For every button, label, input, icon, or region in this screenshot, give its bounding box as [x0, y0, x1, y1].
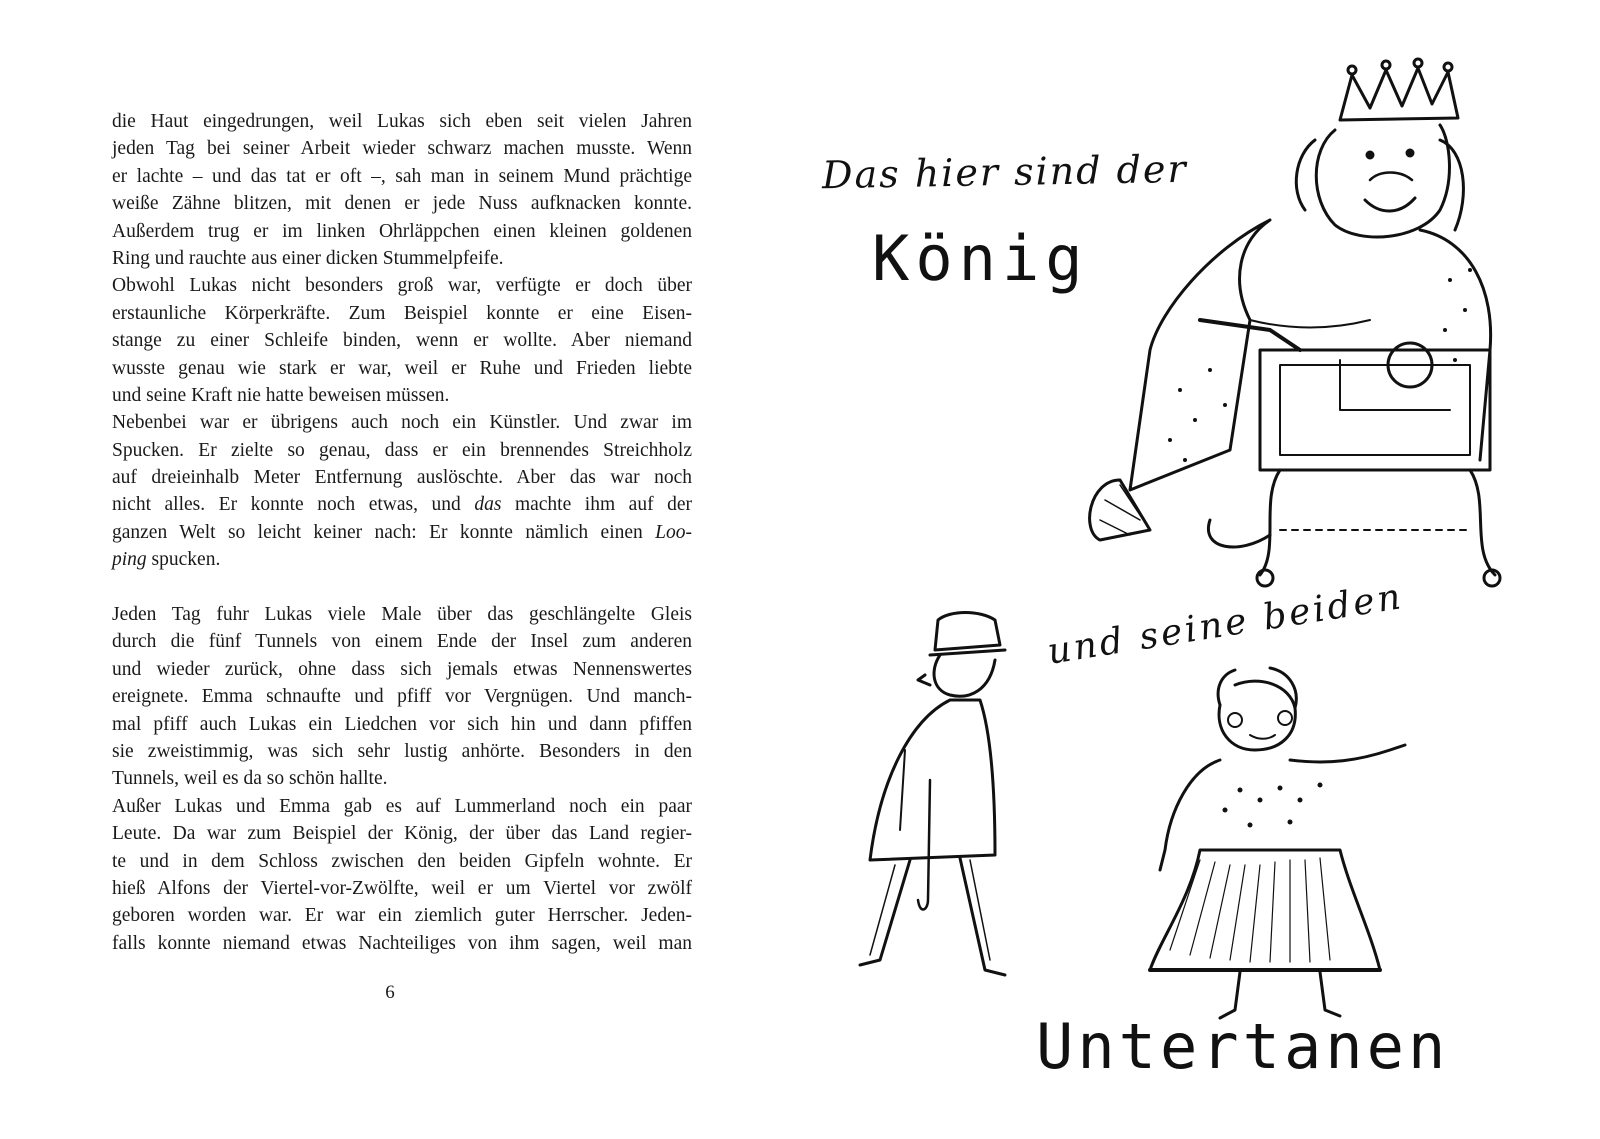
caption-koenig: König [872, 222, 1089, 295]
italic-word: Loo- [655, 521, 692, 543]
text-line [112, 519, 692, 546]
king-illustration [950, 30, 1510, 600]
text-line: die Haut eingedrungen, weil Lukas sich eben seit vielen Jahren [112, 111, 692, 132]
paragraph-gap [112, 574, 692, 601]
text-line: durch die fünf Tunnels von einem Ende der Insel zum anderen [112, 631, 692, 653]
page-number: 6 [385, 982, 395, 1003]
right-page [800, 0, 1600, 1139]
man-illustration [810, 600, 1030, 1000]
caption-das-hier-sind-der: Das hier sind der [821, 146, 1188, 198]
text-line: Obwohl Lukas nicht besonders groß war, verfügte er doch über [112, 275, 692, 297]
text-line: sie zweistimmig, was sich sehr lustig anhörte. Besonders in den [112, 740, 692, 762]
text-line: geboren worden war. Er war ein ziemlich guter Herrscher. Jeden- [112, 905, 692, 927]
text-line: erstaunliche Körperkräfte. Zum Beispiel konnte er eine Eisen- [112, 302, 692, 324]
woman-illustration [1120, 650, 1420, 1030]
caption-und-seine-beiden: und seine beiden [1044, 576, 1407, 673]
italic-word: ping [112, 549, 147, 571]
text-line [112, 546, 692, 573]
caption-untertanen: Untertanen [1036, 1010, 1450, 1083]
text-line: Leute. Da war zum Beispiel der König, der über das Land regier- [112, 823, 692, 845]
text-line: Ring und rauchte aus einer dicken Stummelpfeife. [112, 247, 504, 269]
text-line: jeden Tag bei seiner Arbeit wieder schwarz machen musste. Wenn [112, 138, 692, 160]
text-line: ereignete. Emma schnaufte und pfiff vor Vergnügen. Und manch- [112, 686, 692, 708]
text-line: Spucken. Er zielte so genau, dass er ein brennendes Streichholz [112, 439, 692, 461]
text-line: auf dreieinhalb Meter Entfernung auslöschte. Aber das war noch [112, 467, 692, 489]
text-line: stange zu einer Schleife binden, wenn er wollte. Aber niemand [112, 330, 692, 352]
text-line: Außerdem trug er im linken Ohrläppchen einen kleinen goldenen [112, 220, 692, 242]
text-line: und seine Kraft nie hatte beweisen müssen. [112, 384, 450, 406]
body-text [112, 108, 692, 957]
text-line: Tunnels, weil es da so schön hallte. [112, 768, 388, 790]
text-line: hieß Alfons der Viertel-vor-Zwölfte, weil er um Viertel vor zwölf [112, 877, 692, 899]
text-segment: machte ihm auf der [514, 494, 693, 516]
text-line: er lachte – und das tat er oft –, sah man in seinem Mund prächtige [112, 165, 692, 187]
text-line: Außer Lukas und Emma gab es auf Lummerland noch ein paar [112, 795, 692, 817]
text-line: weiße Zähne blitzen, mit denen er jede Nuss aufknacken konnte. [112, 193, 692, 215]
text-line: falls konnte niemand etwas Nachteiliges von ihm sagen, weil man [112, 932, 692, 954]
text-line [112, 491, 692, 518]
text-segment: ganzen Welt so leicht keiner nach: Er konnte nämlich einen [112, 521, 643, 543]
text-line: und wieder zurück, ohne dass sich jemals etwas Nennenswertes [112, 658, 692, 680]
text-line: Nebenbei war er übrigens auch noch ein Künstler. Und zwar im [112, 412, 692, 434]
text-segment: nicht alles. Er konnte noch etwas, und [112, 494, 461, 516]
text-line: wusste genau wie stark er war, weil er Ruhe und Frieden liebte [112, 357, 692, 379]
text-segment: spucken. [151, 549, 221, 571]
italic-word: das [474, 494, 502, 516]
text-line: Jeden Tag fuhr Lukas viele Male über das geschlängelte Gleis [112, 604, 692, 626]
text-line: mal pfiff auch Lukas ein Liedchen vor sich hin und dann pfiffen [112, 713, 692, 735]
text-line: te und in dem Schloss zwischen den beiden Gipfeln wohnte. Er [112, 850, 692, 872]
